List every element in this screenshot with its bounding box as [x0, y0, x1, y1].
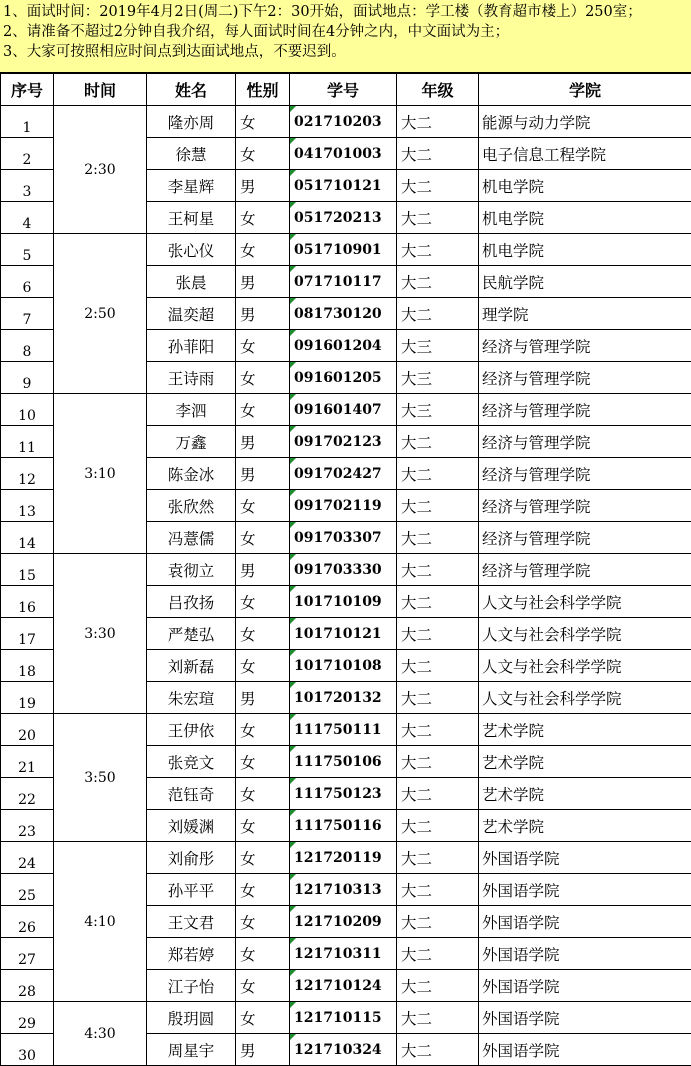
- cell-student-id: 121710311: [290, 938, 397, 970]
- cell-student-id: 111750116: [290, 810, 397, 842]
- interview-schedule-table: [0, 73, 691, 1066]
- cell-student-id: 101710121: [290, 618, 397, 650]
- cell-name: 郑若婷: [147, 938, 236, 970]
- cell-seq: 28: [1, 970, 54, 1002]
- cell-name: 吕孜扬: [147, 586, 236, 618]
- cell-college: 电子信息工程学院: [479, 138, 691, 170]
- cell-seq: 19: [1, 682, 54, 714]
- cell-grade: 大二: [397, 426, 479, 458]
- cell-grade: 大三: [397, 394, 479, 426]
- cell-grade: 大二: [397, 714, 479, 746]
- cell-college: 经济与管理学院: [479, 554, 691, 586]
- cell-student-id: 121720119: [290, 842, 397, 874]
- cell-name: 张竞文: [147, 746, 236, 778]
- cell-gender: 女: [236, 138, 290, 170]
- cell-name: 刘媛渊: [147, 810, 236, 842]
- cell-student-id: 091601204: [290, 330, 397, 362]
- cell-name: 陈金冰: [147, 458, 236, 490]
- cell-grade: 大二: [397, 234, 479, 266]
- cell-gender: 女: [236, 938, 290, 970]
- cell-student-id: 111750123: [290, 778, 397, 810]
- cell-time-slot: 2:30: [54, 106, 147, 234]
- header-time: 时间: [54, 74, 147, 106]
- notice-line-3: 3、大家可按照相应时间点到达面试地点，不要迟到。: [3, 42, 691, 62]
- cell-seq: 17: [1, 618, 54, 650]
- cell-gender: 女: [236, 842, 290, 874]
- cell-gender: 女: [236, 1002, 290, 1034]
- cell-seq: 26: [1, 906, 54, 938]
- table-row: [1, 842, 691, 874]
- cell-gender: 女: [236, 906, 290, 938]
- cell-name: 王伊依: [147, 714, 236, 746]
- cell-name: 孙平平: [147, 874, 236, 906]
- header-name: 姓名: [147, 74, 236, 106]
- table-row: [1, 106, 691, 138]
- cell-grade: 大二: [397, 458, 479, 490]
- cell-name: 万鑫: [147, 426, 236, 458]
- cell-name: 张欣然: [147, 490, 236, 522]
- cell-student-id: 121710313: [290, 874, 397, 906]
- cell-name: 李泗: [147, 394, 236, 426]
- cell-name: 王诗雨: [147, 362, 236, 394]
- cell-grade: 大三: [397, 330, 479, 362]
- cell-name: 张心仪: [147, 234, 236, 266]
- cell-seq: 21: [1, 746, 54, 778]
- cell-college: 能源与动力学院: [479, 106, 691, 138]
- cell-student-id: 121710124: [290, 970, 397, 1002]
- cell-seq: 20: [1, 714, 54, 746]
- cell-name: 张晨: [147, 266, 236, 298]
- cell-seq: 14: [1, 522, 54, 554]
- cell-grade: 大二: [397, 1002, 479, 1034]
- cell-gender: 女: [236, 874, 290, 906]
- cell-college: 艺术学院: [479, 778, 691, 810]
- cell-gender: 男: [236, 554, 290, 586]
- cell-seq: 1: [1, 106, 54, 138]
- header-grade: 年级: [397, 74, 479, 106]
- cell-gender: 女: [236, 394, 290, 426]
- cell-college: 艺术学院: [479, 810, 691, 842]
- cell-gender: 男: [236, 266, 290, 298]
- cell-seq: 10: [1, 394, 54, 426]
- cell-college: 经济与管理学院: [479, 490, 691, 522]
- cell-gender: 女: [236, 330, 290, 362]
- header-id: 学号: [290, 74, 397, 106]
- cell-student-id: 051710121: [290, 170, 397, 202]
- cell-grade: 大二: [397, 554, 479, 586]
- cell-seq: 22: [1, 778, 54, 810]
- cell-grade: 大二: [397, 298, 479, 330]
- cell-grade: 大二: [397, 778, 479, 810]
- cell-seq: 18: [1, 650, 54, 682]
- cell-grade: 大二: [397, 106, 479, 138]
- cell-college: 艺术学院: [479, 714, 691, 746]
- cell-time-slot: 4:30: [54, 1002, 147, 1066]
- cell-college: 机电学院: [479, 170, 691, 202]
- cell-student-id: 101710109: [290, 586, 397, 618]
- header-seq: 序号: [1, 74, 54, 106]
- cell-student-id: 121710209: [290, 906, 397, 938]
- cell-name: 徐慧: [147, 138, 236, 170]
- cell-grade: 大二: [397, 490, 479, 522]
- cell-time-slot: 2:50: [54, 234, 147, 394]
- cell-college: 外国语学院: [479, 874, 691, 906]
- cell-college: 经济与管理学院: [479, 522, 691, 554]
- cell-student-id: 091703330: [290, 554, 397, 586]
- notice-line-2: 2、请准备不超过2分钟自我介绍，每人面试时间在4分钟之内，中文面试为主；: [3, 22, 691, 42]
- cell-seq: 4: [1, 202, 54, 234]
- cell-gender: 女: [236, 778, 290, 810]
- cell-grade: 大二: [397, 1034, 479, 1066]
- cell-name: 范钰奇: [147, 778, 236, 810]
- cell-college: 民航学院: [479, 266, 691, 298]
- table-row: [1, 394, 691, 426]
- cell-name: 李星辉: [147, 170, 236, 202]
- cell-seq: 27: [1, 938, 54, 970]
- cell-gender: 女: [236, 202, 290, 234]
- cell-college: 外国语学院: [479, 938, 691, 970]
- header-gender: 性别: [236, 74, 290, 106]
- cell-name: 王文君: [147, 906, 236, 938]
- cell-grade: 大二: [397, 586, 479, 618]
- cell-grade: 大二: [397, 810, 479, 842]
- cell-student-id: 101710108: [290, 650, 397, 682]
- cell-student-id: 081730120: [290, 298, 397, 330]
- cell-college: 外国语学院: [479, 970, 691, 1002]
- cell-name: 孙菲阳: [147, 330, 236, 362]
- cell-name: 周星宇: [147, 1034, 236, 1066]
- cell-time-slot: 3:50: [54, 714, 147, 842]
- cell-seq: 16: [1, 586, 54, 618]
- cell-college: 机电学院: [479, 234, 691, 266]
- cell-seq: 29: [1, 1002, 54, 1034]
- cell-gender: 女: [236, 618, 290, 650]
- cell-seq: 7: [1, 298, 54, 330]
- cell-seq: 3: [1, 170, 54, 202]
- cell-seq: 25: [1, 874, 54, 906]
- cell-student-id: 091703307: [290, 522, 397, 554]
- cell-student-id: 021710203: [290, 106, 397, 138]
- cell-gender: 女: [236, 650, 290, 682]
- cell-grade: 大二: [397, 618, 479, 650]
- table-body: [1, 106, 691, 1066]
- cell-grade: 大二: [397, 202, 479, 234]
- cell-gender: 女: [236, 490, 290, 522]
- cell-student-id: 051710901: [290, 234, 397, 266]
- cell-student-id: 041701003: [290, 138, 397, 170]
- cell-gender: 男: [236, 682, 290, 714]
- cell-college: 人文与社会科学学院: [479, 682, 691, 714]
- cell-name: 江子怡: [147, 970, 236, 1002]
- cell-gender: 女: [236, 234, 290, 266]
- cell-gender: 男: [236, 458, 290, 490]
- cell-college: 经济与管理学院: [479, 426, 691, 458]
- cell-college: 人文与社会科学学院: [479, 618, 691, 650]
- header-row: [1, 74, 691, 106]
- cell-seq: 11: [1, 426, 54, 458]
- cell-gender: 女: [236, 970, 290, 1002]
- cell-grade: 大二: [397, 650, 479, 682]
- cell-college: 人文与社会科学学院: [479, 586, 691, 618]
- cell-student-id: 111750106: [290, 746, 397, 778]
- cell-college: 人文与社会科学学院: [479, 650, 691, 682]
- cell-gender: 男: [236, 426, 290, 458]
- cell-gender: 男: [236, 298, 290, 330]
- cell-seq: 12: [1, 458, 54, 490]
- cell-grade: 大二: [397, 970, 479, 1002]
- cell-student-id: 111750111: [290, 714, 397, 746]
- cell-name: 刘新磊: [147, 650, 236, 682]
- cell-name: 温奕超: [147, 298, 236, 330]
- cell-grade: 大二: [397, 522, 479, 554]
- cell-college: 机电学院: [479, 202, 691, 234]
- cell-grade: 大二: [397, 138, 479, 170]
- cell-college: 经济与管理学院: [479, 330, 691, 362]
- notice-line-1: 1、面试时间：2019年4月2日(周二)下午2：30开始，面试地点：学工楼（教育超市楼上）250室；: [3, 2, 691, 22]
- cell-college: 经济与管理学院: [479, 362, 691, 394]
- cell-seq: 9: [1, 362, 54, 394]
- cell-time-slot: 3:30: [54, 554, 147, 714]
- cell-college: 外国语学院: [479, 1002, 691, 1034]
- cell-seq: 8: [1, 330, 54, 362]
- cell-college: 理学院: [479, 298, 691, 330]
- cell-name: 隆亦周: [147, 106, 236, 138]
- cell-name: 朱宏瑄: [147, 682, 236, 714]
- cell-seq: 24: [1, 842, 54, 874]
- cell-gender: 女: [236, 746, 290, 778]
- cell-seq: 5: [1, 234, 54, 266]
- cell-student-id: 121710324: [290, 1034, 397, 1066]
- cell-grade: 大二: [397, 266, 479, 298]
- cell-grade: 大二: [397, 170, 479, 202]
- cell-student-id: 091702119: [290, 490, 397, 522]
- cell-seq: 15: [1, 554, 54, 586]
- cell-gender: 女: [236, 106, 290, 138]
- cell-gender: 女: [236, 586, 290, 618]
- cell-student-id: 091702427: [290, 458, 397, 490]
- cell-seq: 23: [1, 810, 54, 842]
- table-row: [1, 554, 691, 586]
- cell-seq: 6: [1, 266, 54, 298]
- cell-grade: 大二: [397, 874, 479, 906]
- cell-time-slot: 4:10: [54, 842, 147, 1002]
- cell-college: 经济与管理学院: [479, 458, 691, 490]
- cell-college: 经济与管理学院: [479, 394, 691, 426]
- cell-gender: 女: [236, 714, 290, 746]
- cell-name: 冯薏儒: [147, 522, 236, 554]
- cell-gender: 男: [236, 1034, 290, 1066]
- cell-student-id: 121710115: [290, 1002, 397, 1034]
- cell-name: 袁彻立: [147, 554, 236, 586]
- cell-student-id: 091702123: [290, 426, 397, 458]
- cell-grade: 大二: [397, 746, 479, 778]
- cell-student-id: 091601407: [290, 394, 397, 426]
- table-row: [1, 234, 691, 266]
- cell-seq: 13: [1, 490, 54, 522]
- cell-student-id: 071710117: [290, 266, 397, 298]
- cell-time-slot: 3:10: [54, 394, 147, 554]
- cell-student-id: 051720213: [290, 202, 397, 234]
- cell-grade: 大二: [397, 938, 479, 970]
- cell-name: 殷玥圆: [147, 1002, 236, 1034]
- cell-grade: 大二: [397, 682, 479, 714]
- cell-college: 外国语学院: [479, 906, 691, 938]
- cell-student-id: 091601205: [290, 362, 397, 394]
- cell-college: 艺术学院: [479, 746, 691, 778]
- cell-grade: 大三: [397, 362, 479, 394]
- cell-gender: 男: [236, 170, 290, 202]
- cell-grade: 大二: [397, 906, 479, 938]
- cell-gender: 女: [236, 522, 290, 554]
- cell-college: 外国语学院: [479, 1034, 691, 1066]
- cell-college: 外国语学院: [479, 842, 691, 874]
- cell-gender: 女: [236, 810, 290, 842]
- cell-gender: 女: [236, 362, 290, 394]
- cell-name: 刘俞彤: [147, 842, 236, 874]
- cell-name: 王柯星: [147, 202, 236, 234]
- cell-seq: 2: [1, 138, 54, 170]
- table-row: [1, 1002, 691, 1034]
- cell-seq: 30: [1, 1034, 54, 1066]
- header-college: 学院: [479, 74, 691, 106]
- cell-name: 严楚弘: [147, 618, 236, 650]
- cell-grade: 大二: [397, 842, 479, 874]
- table-row: [1, 714, 691, 746]
- cell-student-id: 101720132: [290, 682, 397, 714]
- notice-box: [0, 0, 691, 73]
